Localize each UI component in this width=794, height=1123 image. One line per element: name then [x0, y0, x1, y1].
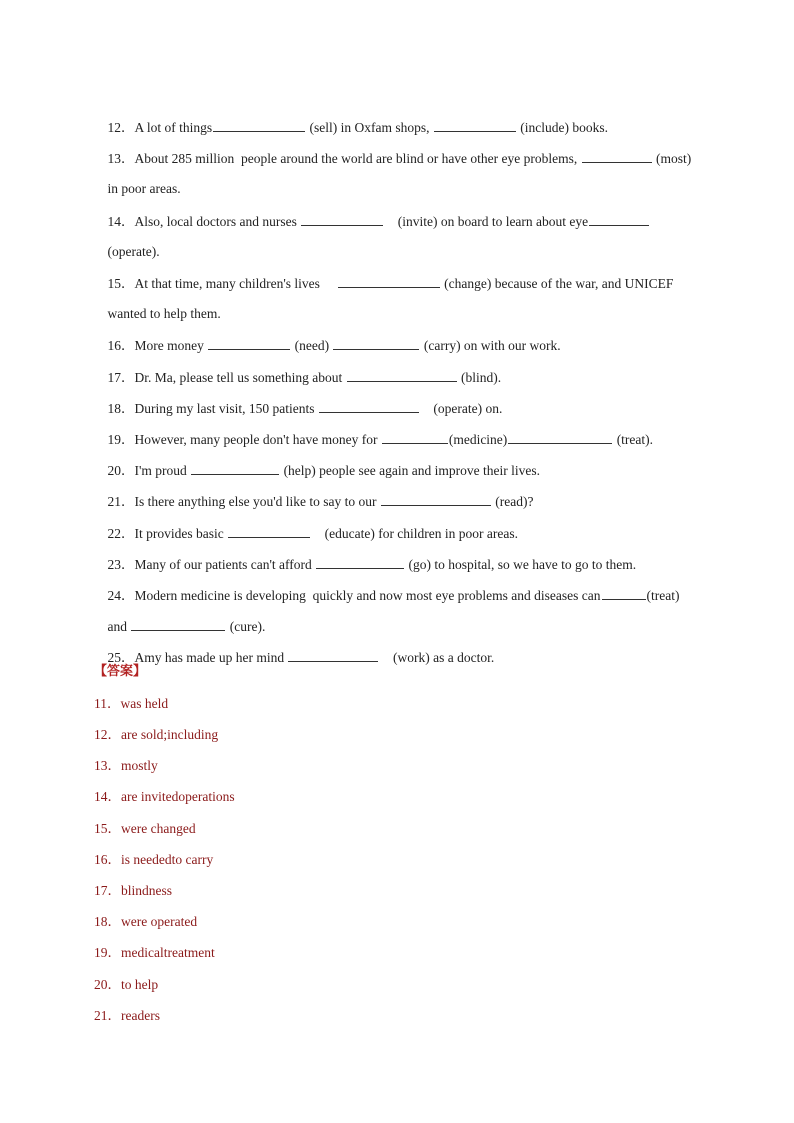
answer-blank[interactable]	[434, 119, 516, 132]
question-text: (treat).	[616, 432, 654, 447]
answer-blank[interactable]	[508, 431, 612, 444]
question-text: 17．Dr. Ma, please tell us something about	[107, 370, 346, 385]
question-text: (help) people see again and improve their lives.	[283, 463, 540, 478]
question-text: (medicine)	[448, 432, 508, 447]
question-text: 24．Modern medicine is developing quickly and now most eye problems and diseases can	[107, 588, 601, 603]
question-text: 13．About 285 million people around the world are blind or have other eye problems,	[107, 151, 581, 166]
answer-blank[interactable]	[381, 493, 491, 506]
question-18	[94, 384, 704, 416]
question-14	[94, 197, 704, 229]
question-text: (sell) in Oxfam shops,	[309, 120, 433, 135]
question-12	[94, 103, 704, 135]
question-text: (cure).	[229, 619, 266, 634]
question-25	[94, 633, 704, 665]
answer-item: 16．is neededto carry	[94, 852, 214, 867]
question-text: (include) books.	[520, 120, 608, 135]
question-22	[94, 509, 704, 541]
answer-item: 11．was held	[94, 696, 169, 711]
answer-blank[interactable]	[333, 337, 419, 350]
question-text: (educate) for children in poor areas.	[311, 526, 519, 541]
question-text: 12．A lot of things	[107, 120, 213, 135]
question-text: in poor areas.	[107, 181, 181, 196]
question-23	[94, 540, 704, 572]
answer-blank[interactable]	[131, 618, 225, 631]
question-20	[94, 446, 704, 478]
question-text: (operate).	[107, 244, 160, 259]
question-14-cont	[94, 228, 704, 259]
answer-blank[interactable]	[316, 556, 404, 569]
answer-blank[interactable]	[208, 337, 290, 350]
question-text: 23．Many of our patients can't afford	[107, 557, 316, 572]
question-17	[94, 353, 704, 385]
question-text: (treat)	[646, 588, 680, 603]
question-13	[94, 134, 704, 166]
answer-item: 14．are invitedoperations	[94, 789, 235, 804]
answer-blank[interactable]	[228, 525, 310, 538]
answer-item: 18．were operated	[94, 914, 198, 929]
answer-item: 21．readers	[94, 1008, 160, 1023]
answer-item: 20．to help	[94, 977, 159, 992]
answer-item: 15．were changed	[94, 821, 196, 836]
answer-item: 19．medicaltreatment	[94, 945, 215, 960]
question-text: (invite) on board to learn about eye	[384, 214, 589, 229]
question-text: and	[107, 619, 131, 634]
answer-blank[interactable]	[213, 119, 305, 132]
question-16	[94, 321, 704, 353]
question-13-cont	[94, 165, 704, 196]
answer-blank[interactable]	[288, 649, 378, 662]
answer-item: 12．are sold;including	[94, 727, 219, 742]
question-24-cont	[94, 602, 704, 634]
question-15	[94, 259, 704, 291]
answer-blank[interactable]	[582, 150, 652, 163]
question-text: 16．More money	[107, 338, 208, 353]
question-text: (most)	[656, 151, 692, 166]
answer-item: 13．mostly	[94, 758, 158, 773]
question-text: 14．Also, local doctors and nurses	[107, 214, 301, 229]
answer-blank[interactable]	[602, 587, 646, 600]
question-text: (operate) on.	[419, 401, 503, 416]
answer-blank[interactable]	[589, 213, 649, 226]
question-text: 20．I'm proud	[107, 463, 191, 478]
question-text: (change) because of the war, and UNICEF	[444, 276, 674, 291]
question-text: (work) as a doctor.	[379, 650, 495, 665]
answer-blank[interactable]	[382, 431, 448, 444]
question-21	[94, 477, 704, 509]
answer-blank[interactable]	[347, 369, 457, 382]
question-text: (need)	[294, 338, 333, 353]
question-text: 25．Amy has made up her mind	[107, 650, 288, 665]
question-15-cont	[94, 290, 704, 321]
question-24	[94, 571, 704, 603]
answer-heading: 【答案】	[94, 664, 147, 679]
answer-item: 17．blindness	[94, 883, 173, 898]
question-text: wanted to help them.	[107, 306, 221, 321]
question-19	[94, 415, 704, 447]
question-text: (carry) on with our work.	[423, 338, 561, 353]
question-text: (read)?	[495, 494, 534, 509]
answer-blank[interactable]	[301, 213, 383, 226]
question-text: 18．During my last visit, 150 patients	[107, 401, 318, 416]
question-text: 19．However, many people don't have money for	[107, 432, 381, 447]
answer-blank[interactable]	[338, 275, 440, 288]
question-text: 22．It provides basic	[107, 526, 228, 541]
question-text: 21．Is there anything else you'd like to say to our	[107, 494, 380, 509]
question-text: (blind).	[460, 370, 502, 385]
answer-blank[interactable]	[191, 462, 279, 475]
question-text: (go) to hospital, so we have to go to them.	[408, 557, 637, 572]
question-text: 15．At that time, many children's lives	[107, 276, 337, 291]
answer-blank[interactable]	[319, 400, 419, 413]
